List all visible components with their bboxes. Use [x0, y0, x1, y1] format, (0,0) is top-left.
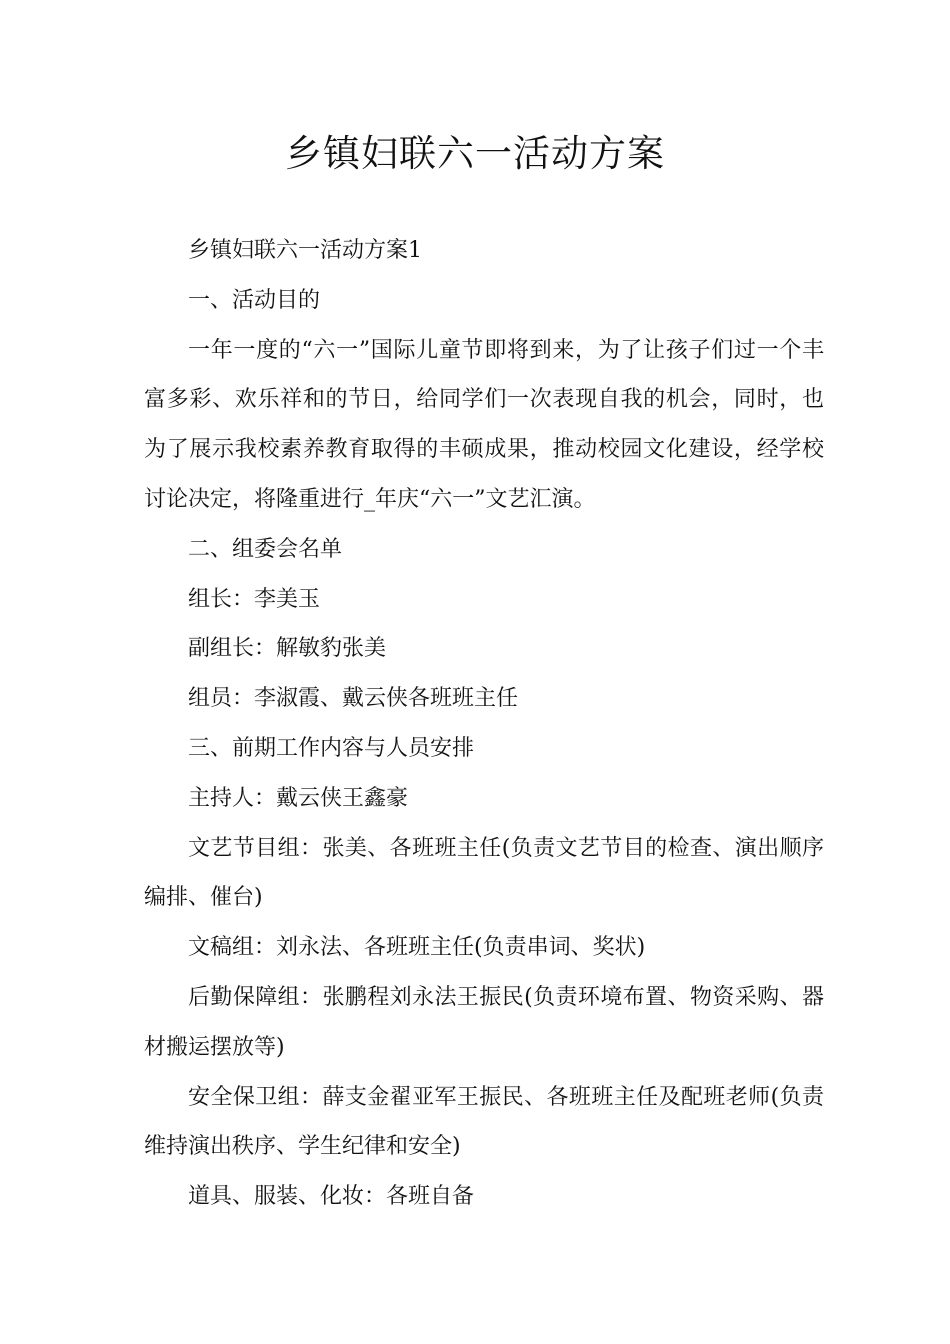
paragraph-purpose: 一年一度的“六一”国际儿童节即将到来，为了让孩子们过一个丰富多彩、欢乐祥和的节日，给同学们一次表现自我的机会，同时，也为了展示我校素养教育取得的丰硕成果，推动校园文化建设，经学校讨论决定，将隆重进行_年庆“六一”文艺汇演。 [144, 337, 824, 512]
committee-members: 组员：李淑霞、戴云侠各班班主任 [188, 686, 519, 712]
arrangement-props: 道具、服装、化妆：各班自备 [188, 1184, 475, 1210]
arrangement-logistics-group: 后勤保障组：张鹏程刘永法王振民(负责环境布置、物资采购、器材搬运摆放等) [144, 984, 824, 1060]
committee-deputy-leader: 副组长：解敏豹张美 [188, 636, 387, 662]
section-heading-plan-1: 乡镇妇联六一活动方案1 [188, 238, 422, 263]
document-body [144, 226, 824, 1222]
section-heading-arrangements: 三、前期工作内容与人员安排 [188, 735, 475, 761]
arrangement-hosts: 主持人：戴云侠王鑫豪 [188, 785, 409, 811]
arrangement-security-group: 安全保卫组：薛支金翟亚军王振民、各班班主任及配班老师(负责维持演出秩序、学生纪律和安全) [144, 1084, 824, 1160]
committee-leader: 组长：李美玉 [188, 586, 321, 612]
section-heading-committee: 二、组委会名单 [188, 536, 343, 562]
arrangement-script-group: 文稿组：刘永法、各班班主任(负责串词、奖状) [188, 935, 646, 961]
section-heading-purpose: 一、活动目的 [188, 287, 321, 313]
arrangement-program-group: 文艺节目组：张美、各班班主任(负责文艺节目的检查、演出顺序编排、催台) [144, 835, 824, 911]
document-title: 乡镇妇联六一活动方案 [285, 132, 665, 175]
